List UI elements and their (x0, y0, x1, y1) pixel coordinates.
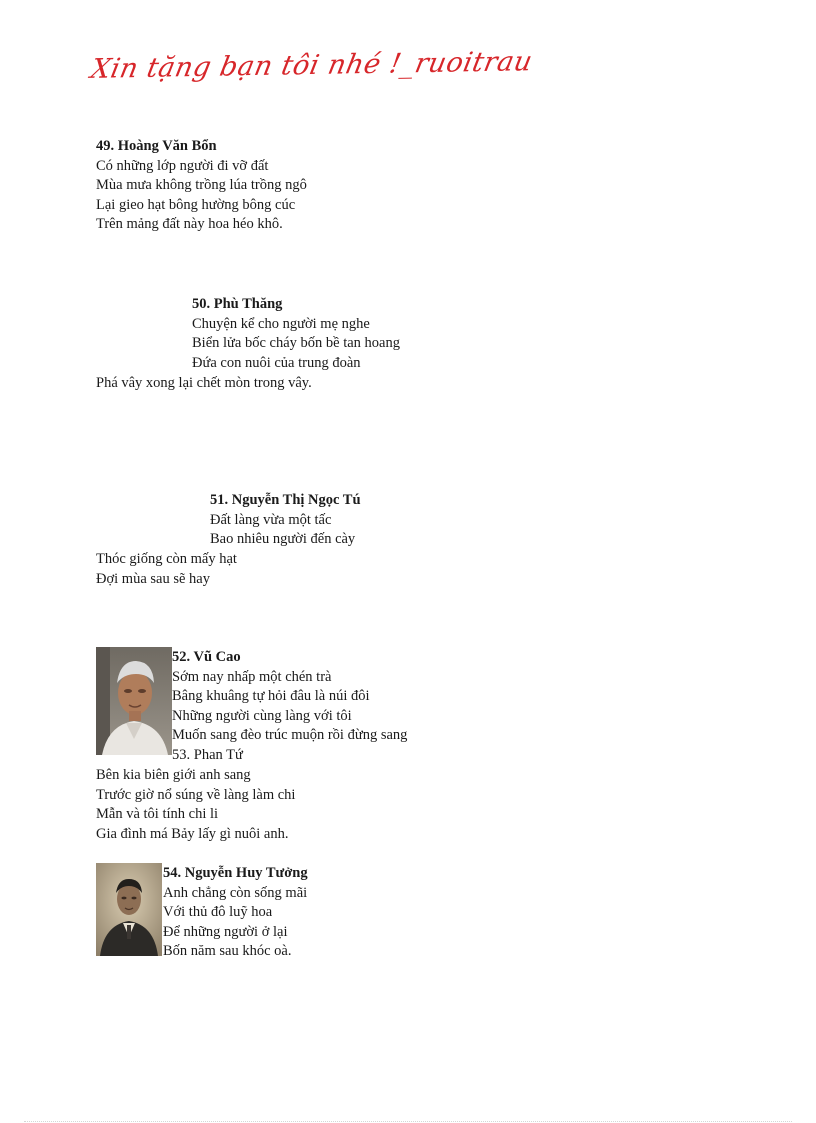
poem-line: Mẫn và tôi tính chi li (96, 806, 219, 823)
poem-54 (163, 864, 308, 962)
poem-49 (96, 137, 307, 235)
poem-51 (210, 491, 361, 550)
poem-53 (96, 766, 295, 844)
poem-title: 52. Vũ Cao (172, 649, 241, 665)
poem-line: Trên mảng đất này hoa héo khô. (96, 216, 283, 233)
poem-line: Phá vây xong lại chết mòn trong vây. (96, 375, 312, 391)
poem-line: Thóc giống còn mấy hạt (96, 551, 237, 567)
poem-line: Đứa con nuôi của trung đoàn (192, 354, 361, 371)
poem-line: Chuyện kể cho người mẹ nghe (192, 315, 370, 332)
poem-line: Bâng khuâng tự hỏi đâu là núi đôi (172, 688, 370, 705)
portrait-vu-cao-photo (96, 647, 172, 755)
poem-title: 50. Phù Thăng (192, 296, 283, 312)
poem-line: Gia đình má Bảy lấy gì nuôi anh. (96, 825, 289, 842)
poem-50 (192, 295, 400, 373)
poem-line: Biển lửa bốc cháy bốn bề tan hoang (192, 335, 400, 352)
poem-line: Đất làng vừa một tấc (210, 511, 332, 528)
poem-line: Với thủ đô luỹ hoa (163, 904, 273, 921)
poem-line: Có những lớp người đi vỡ đất (96, 157, 269, 174)
page-bottom-divider (24, 1121, 792, 1122)
poem-line: Mùa mưa không trồng lúa trồng ngô (96, 177, 307, 194)
poem-line: Sớm nay nhấp một chén trà (172, 668, 332, 685)
poem-line: Lại gieo hạt bông hường bông cúc (96, 196, 296, 213)
poem-52 (172, 648, 407, 766)
poem-line: Trước giờ nổ súng về làng làm chi (96, 786, 296, 803)
poem-line: Bao nhiêu người đến cày (210, 531, 356, 548)
poem-line: Những người cùng làng với tôi (172, 707, 352, 724)
poem-title: 53. Phan Tứ (172, 746, 243, 763)
poem-line: Đợi mùa sau sẽ hay (96, 570, 210, 587)
poem-line: Anh chẳng còn sống mãi (163, 884, 308, 901)
poem-line: Bên kia biên giới anh sang (96, 767, 251, 783)
poem-line: Bốn năm sau khóc oà. (163, 943, 292, 960)
poem-title: 54. Nguyễn Huy Tưởng (163, 865, 308, 881)
poem-title: 49. Hoàng Văn Bổn (96, 138, 217, 154)
poem-51-tail (96, 550, 237, 589)
poem-title: 51. Nguyễn Thị Ngọc Tú (210, 492, 361, 508)
poem-line: Muốn sang đèo trúc muộn rồi đừng sang (172, 727, 408, 744)
portrait-nguyen-huy-tuong-photo (96, 863, 162, 956)
signature-header: Xin tặng bạn tôi nhé !_ruoitrau (88, 46, 536, 85)
poem-line: Để những người ở lại (163, 923, 288, 940)
poem-50-last (96, 374, 312, 394)
